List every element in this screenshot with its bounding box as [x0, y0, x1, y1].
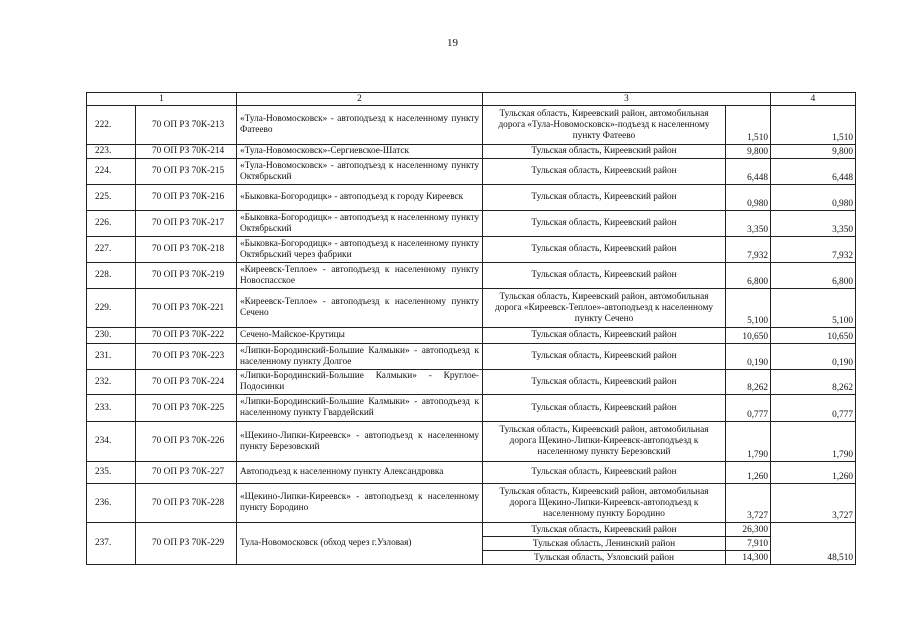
road-location: Тульская область, Ленинский район [483, 537, 726, 551]
table-row [87, 422, 856, 462]
table-row [87, 344, 856, 370]
road-name: «Щекино-Липки-Киреевск» - автоподъезд к населенному пункту Березовский [237, 422, 483, 462]
road-name: «Быковка-Богородицк» - автоподъезд к городу Киреевск [237, 185, 483, 211]
header-col-4: 4 [771, 93, 856, 106]
road-length: 0,190 [726, 344, 771, 370]
road-location: Тульская область, Киреевский район, автомобильная дорога «Киреевск-Теплое»-автоподъезд к населенному пункту Сечено [483, 289, 726, 328]
row-number: 222. [87, 106, 136, 145]
road-total-length: 1,260 [771, 462, 856, 484]
road-total-length: 3,727 [771, 484, 856, 523]
table-row [87, 211, 856, 237]
roads-table [86, 92, 856, 565]
road-total-length: 0,777 [771, 395, 856, 422]
road-total-length: 3,350 [771, 211, 856, 237]
road-code: 70 ОП РЗ 70К-225 [136, 395, 237, 422]
road-code: 70 ОП РЗ 70К-213 [136, 106, 237, 145]
road-length: 7,932 [726, 237, 771, 263]
road-total-length: 8,262 [771, 370, 856, 395]
road-location: Тульская область, Киреевский район [483, 370, 726, 395]
road-code: 70 ОП РЗ 70К-214 [136, 145, 237, 159]
road-name: «Тула-Новомосковск» - автоподъезд к населенному пункту Октябрьский [237, 159, 483, 185]
road-total-length: 0,190 [771, 344, 856, 370]
road-name: «Тула-Новомосковск» - автоподъезд к населенному пункту Фатеево [237, 106, 483, 145]
header-col-3: 3 [483, 93, 771, 106]
row-number: 232. [87, 370, 136, 395]
road-name: «Липки-Бородинский-Большие Калмыки» - автоподъезд к населенному пункту Гвардейский [237, 395, 483, 422]
road-name: «Быковка-Богородицк» - автоподъезд к населенному пункту Октябрьский [237, 211, 483, 237]
road-total-length: 10,650 [771, 328, 856, 344]
road-location: Тульская область, Киреевский район [483, 211, 726, 237]
road-name: «Быковка-Богородицк» - автоподъезд к населенному пункту Октябрьский через фабрики [237, 237, 483, 263]
road-location: Тульская область, Киреевский район [483, 145, 726, 159]
road-total-length: 5,100 [771, 289, 856, 328]
table-row [87, 159, 856, 185]
row-number: 226. [87, 211, 136, 237]
road-total-length: 9,800 [771, 145, 856, 159]
road-code: 70 ОП РЗ 70К-218 [136, 237, 237, 263]
road-location: Тульская область, Узловский район [483, 551, 726, 565]
road-total-length: 48,510 [771, 523, 856, 565]
table-row [87, 237, 856, 263]
header-col-1: 1 [87, 93, 237, 106]
table-row [87, 395, 856, 422]
road-code: 70 ОП РЗ 70К-222 [136, 328, 237, 344]
row-number: 223. [87, 145, 136, 159]
row-number: 230. [87, 328, 136, 344]
row-number: 227. [87, 237, 136, 263]
road-location: Тульская область, Киреевский район [483, 263, 726, 289]
road-location: Тульская область, Киреевский район [483, 237, 726, 263]
road-length: 1,260 [726, 462, 771, 484]
road-location: Тульская область, Киреевский район [483, 523, 726, 537]
road-total-length: 6,448 [771, 159, 856, 185]
road-total-length: 0,980 [771, 185, 856, 211]
road-code: 70 ОП РЗ 70К-221 [136, 289, 237, 328]
table-row [87, 328, 856, 344]
road-length: 1,790 [726, 422, 771, 462]
road-code: 70 ОП РЗ 70К-226 [136, 422, 237, 462]
road-length: 0,980 [726, 185, 771, 211]
road-code: 70 ОП РЗ 70К-223 [136, 344, 237, 370]
row-number: 225. [87, 185, 136, 211]
road-length: 14,300 [726, 551, 771, 565]
road-location: Тульская область, Киреевский район [483, 462, 726, 484]
road-location: Тульская область, Киреевский район, автомобильная дорога Щекино-Липки-Киреевск-автоподъезд к населенному пункту Березовский [483, 422, 726, 462]
road-length: 3,350 [726, 211, 771, 237]
road-code: 70 ОП РЗ 70К-216 [136, 185, 237, 211]
road-code: 70 ОП РЗ 70К-228 [136, 484, 237, 523]
table-row [87, 370, 856, 395]
row-number: 231. [87, 344, 136, 370]
row-number: 233. [87, 395, 136, 422]
road-length: 26,300 [726, 523, 771, 537]
road-total-length: 1,510 [771, 106, 856, 145]
road-total-length: 6,800 [771, 263, 856, 289]
row-number: 235. [87, 462, 136, 484]
road-code: 70 ОП РЗ 70К-224 [136, 370, 237, 395]
road-location: Тульская область, Киреевский район [483, 344, 726, 370]
road-length: 0,777 [726, 395, 771, 422]
row-number: 228. [87, 263, 136, 289]
table-row [87, 484, 856, 523]
road-length: 6,800 [726, 263, 771, 289]
table-row [87, 106, 856, 145]
road-name: «Липки-Бородинский-Большие Калмыки» - автоподъезд к населенному пункту Долгое [237, 344, 483, 370]
table-row [87, 145, 856, 159]
header-col-2: 2 [237, 93, 483, 106]
road-length: 1,510 [726, 106, 771, 145]
row-number: 237. [87, 523, 136, 565]
road-code: 70 ОП РЗ 70К-229 [136, 523, 237, 565]
table-row [87, 289, 856, 328]
road-name: «Щекино-Липки-Киреевск» - автоподъезд к населенному пункту Бородино [237, 484, 483, 523]
road-total-length: 7,932 [771, 237, 856, 263]
road-length: 5,100 [726, 289, 771, 328]
road-name: Тула-Новомосковск (обход через г.Узловая) [237, 523, 483, 565]
row-number: 234. [87, 422, 136, 462]
row-number: 236. [87, 484, 136, 523]
row-number: 229. [87, 289, 136, 328]
road-name: «Киреевск-Теплое» - автоподъезд к населенному пункту Новоспасское [237, 263, 483, 289]
table-row [87, 185, 856, 211]
road-name: Сечено-Майское-Крутицы [237, 328, 483, 344]
table-row [87, 523, 856, 537]
header-row [87, 93, 856, 106]
road-location: Тульская область, Киреевский район [483, 395, 726, 422]
row-number: 224. [87, 159, 136, 185]
table-row [87, 462, 856, 484]
road-name: «Липки-Бородинский-Большие Калмыки» - Круглое-Подосинки [237, 370, 483, 395]
road-location: Тульская область, Киреевский район [483, 185, 726, 211]
page-number: 19 [447, 37, 458, 49]
road-location: Тульская область, Киреевский район, автомобильная дорога Щекино-Липки-Киреевск-автоподъезд к населенному пункту Бородино [483, 484, 726, 523]
road-length: 8,262 [726, 370, 771, 395]
road-code: 70 ОП РЗ 70К-227 [136, 462, 237, 484]
road-code: 70 ОП РЗ 70К-219 [136, 263, 237, 289]
road-length: 7,910 [726, 537, 771, 551]
road-length: 3,727 [726, 484, 771, 523]
road-length: 9,800 [726, 145, 771, 159]
road-total-length: 1,790 [771, 422, 856, 462]
road-length: 10,650 [726, 328, 771, 344]
road-name: «Тула-Новомосковск»-Сергиевское-Шатск [237, 145, 483, 159]
road-name: Автоподъезд к населенному пункту Александровка [237, 462, 483, 484]
road-location: Тульская область, Киреевский район [483, 328, 726, 344]
table-row [87, 263, 856, 289]
road-location: Тульская область, Киреевский район, автомобильная дорога «Тула-Новомосковск»-подъезд к населенному пункту Фатеево [483, 106, 726, 145]
road-length: 6,448 [726, 159, 771, 185]
road-name: «Киреевск-Теплое» - автоподъезд к населенному пункту Сечено [237, 289, 483, 328]
road-code: 70 ОП РЗ 70К-217 [136, 211, 237, 237]
road-code: 70 ОП РЗ 70К-215 [136, 159, 237, 185]
road-location: Тульская область, Киреевский район [483, 159, 726, 185]
